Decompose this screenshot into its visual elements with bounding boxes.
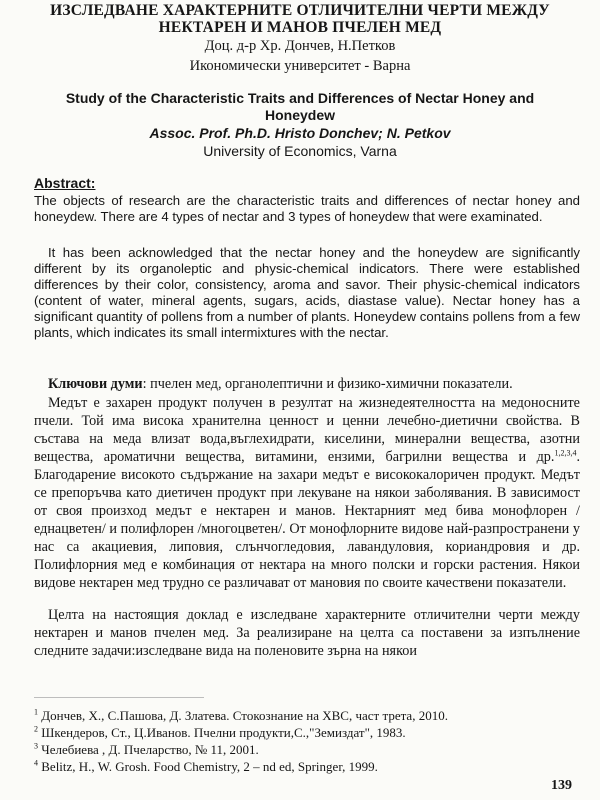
footnote [34,724,580,741]
footnote-text: Челебиева , Д. Пчеларство, № 11, 2001. [41,742,259,757]
authors-bg: Доц. д-р Хр. Дончев, Н.Петков [204,38,396,54]
title-bg-line2: НЕКТАРЕН И МАНОВ ПЧЕЛЕН МЕД [158,19,442,36]
keywords-text: : пчелен мед, органолептични и физико-химични показатели. [142,376,513,392]
footnote-text: Belitz, H., W. Grosh. Food Chemistry, 2 – nd ed, Springer, 1999. [41,759,378,774]
citation-superscript: 1,2,3,4 [554,448,577,458]
footnote [34,741,580,758]
institution-en: University of Economics, Varna [203,143,397,159]
body-paragraph-1 [34,394,580,592]
footnote-divider [34,697,204,698]
keywords-label: Ключови думи [48,376,143,392]
footnote-text: Шкендеров, Ст., Ц.Иванов. Пчелни продукти,С.,"Земиздат", 1983. [41,725,406,740]
abstract-heading: Abstract: [34,175,96,191]
page-number: 139 [551,778,572,793]
footnote-number: 4 [34,758,38,768]
authors-en: Assoc. Prof. Ph.D. Hristo Donchev; N. Petkov [149,125,451,141]
institution-bg: Икономически университет - Варна [189,58,411,74]
title-bg-line1: ИЗСЛЕДВАНЕ ХАРАКТЕРНИТЕ ОТЛИЧИТЕЛНИ ЧЕРТИ МЕЖДУ [50,2,550,19]
body-paragraph-2: Целта на настоящия доклад е изследване характерните отличителни черти между нектарен и манов пчелен мед. За реализиране на целта са поставени за изпълнение следните задачи:изследване вида на поленовите зърна на някои [34,607,580,659]
footnote [34,707,580,724]
footnote-text: Дончев, Х., С.Пашова, Д. Златева. Стокознание на ХВС, част трета, 2010. [41,708,448,723]
footnote-number: 3 [34,741,38,751]
footnote [34,758,580,775]
keywords-line [34,375,580,393]
body-paragraph-1-part-b: . Благодарение високото съдържание на захари медът е висококалоричен продукт. Медът се препоръчва като диетичен продукт при лекуване на някои заболявания. В зависимост от своя произход медът е нектарен и манов. Нектарният мед бива монофлорен /еднацветен/ и полифлорен /многоцветен/. От монофлорните видове най-разпространени у нас са акациевия, липовия, слънчогледовия, лавандуловия, кориандровия и др. Полифлорния мед е комбинация от нектара на много полски и горски растения. Някои видове нектарен мед трудно се различават от мановия по своите качествени показатели. [34,449,580,591]
title-en: Study of the Characteristic Traits and Differences of Nectar Honey and Honeydew [65,90,535,123]
abstract-paragraph-2: It has been acknowledged that the nectar honey and the honeydew are significantly different by its organoleptic and physic-chemical indicators. There were established differences by their color, consistency, aroma and savor. Their physic-chemical indicators (content of water, mineral agents, sugars, acids, diastase value). Nectar honey has a significant quantity of pollens from a number of plants. Honeydew contains pollens from a few plants, which indicates its small intermixtures with the nectar. [34,245,580,340]
body-paragraph-1-part-a: Медът е захарен продукт получен в резултат на жизнедеятелността на медоносните пчели. Той има висока хранителна ценност и ценни лечебно-диетични свойства. В състава на меда влизат вода,въглехидрати, киселини, минерални вещества, азотни вещества, ароматични вещества, витамини, ензими, багрилни вещества и др. [34,395,580,465]
footnote-number: 2 [34,724,38,734]
footnote-number: 1 [34,707,38,717]
abstract-paragraph-1: The objects of research are the characteristic traits and differences of nectar honey and honeydew. There are 4 types of nectar and 3 types of honeydew that were examinated. [34,193,580,224]
